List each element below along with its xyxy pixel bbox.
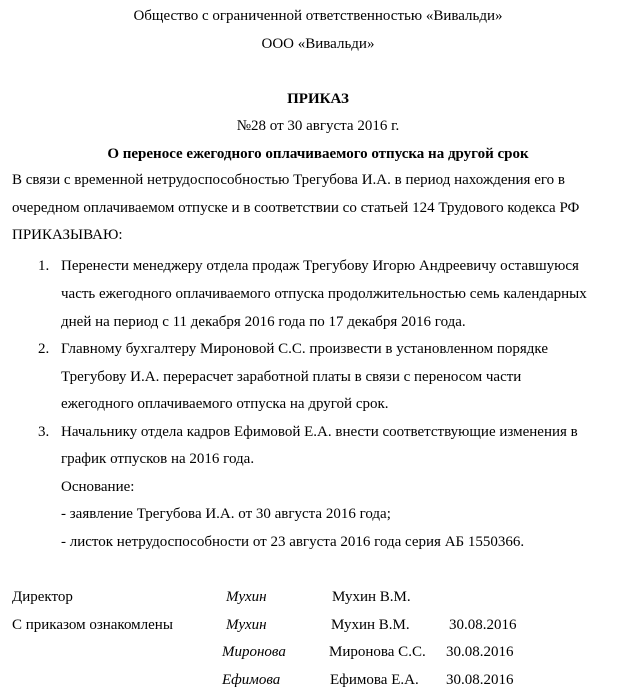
acknowledgement-signature: Ефимова: [222, 672, 281, 688]
basis-label: Основание:: [61, 479, 135, 495]
acknowledgement-date: 30.08.2016: [446, 672, 514, 688]
organization-full-name: Общество с ограниченной ответственностью «Вивальди»: [133, 8, 503, 24]
list-item-line: Начальнику отдела кадров Ефимовой Е.А. внести соответствующие изменения в: [61, 424, 578, 440]
acknowledgement-name: Мухин В.М.: [331, 617, 410, 633]
list-item-line: Перенести менеджеру отдела продаж Трегубову Игорю Андреевичу оставшуюся: [61, 258, 579, 274]
list-item-line: ежегодного оплачиваемого отпуска на другой срок.: [61, 396, 389, 412]
list-item-line: дней на период с 11 декабря 2016 года по 17 декабря 2016 года.: [61, 314, 466, 330]
acknowledgement-date: 30.08.2016: [449, 617, 517, 633]
order-number-date: №28 от 30 августа 2016 г.: [236, 118, 400, 134]
basis-document: - листок нетрудоспособности от 23 августа 2016 года серия АБ 1550366.: [61, 534, 525, 550]
organization-short-name: ООО «Вивальди»: [261, 36, 375, 52]
acknowledgement-date: 30.08.2016: [446, 644, 514, 660]
director-signature: Мухин: [226, 589, 267, 605]
document-title: ПРИКАЗ: [287, 91, 349, 107]
acknowledgement-name: Миронова С.С.: [329, 644, 426, 660]
director-role: Директор: [12, 589, 73, 605]
list-item-number: 2.: [38, 341, 50, 357]
basis-document: - заявление Трегубова И.А. от 30 августа 2016 года;: [61, 506, 391, 522]
preamble-line-1: В связи с временной нетрудоспособностью Трегубова И.А. в период нахождения его в: [12, 172, 565, 188]
list-item-number: 1.: [38, 258, 50, 274]
list-item-line: часть ежегодного оплачиваемого отпуска продолжительностью семь календарных: [61, 286, 587, 302]
director-name: Мухин В.М.: [332, 589, 411, 605]
list-item-number: 3.: [38, 424, 50, 440]
list-item-line: Трегубову И.А. перерасчет заработной платы в связи с переносом части: [61, 369, 522, 385]
preamble-command: ПРИКАЗЫВАЮ:: [12, 227, 123, 243]
acknowledged-label: С приказом ознакомлены: [12, 617, 173, 633]
preamble-line-2: очередном оплачиваемом отпуске и в соответствии со статьей 124 Трудового кодекса РФ: [12, 200, 580, 216]
acknowledgement-signature: Миронова: [222, 644, 286, 660]
list-item-line: Главному бухгалтеру Мироновой С.С. произвести в установленном порядке: [61, 341, 548, 357]
acknowledgement-signature: Мухин: [226, 617, 267, 633]
order-subject: О переносе ежегодного оплачиваемого отпуска на другой срок: [107, 146, 529, 162]
list-item-line: график отпусков на 2016 года.: [61, 451, 255, 467]
acknowledgement-name: Ефимова Е.А.: [330, 672, 419, 688]
